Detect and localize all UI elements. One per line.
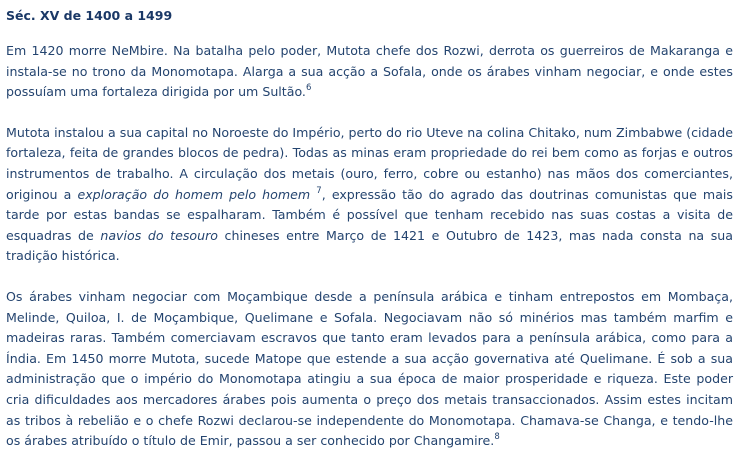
paragraph-text: Em 1420 morre NeMbire. Na batalha pelo poder, Mutota chefe dos Rozwi, derrota os guerreiros de Makaranga e instala-se no trono da Monomotapa. Alarga a sua acção a Sofala, onde os árabes vinham negociar, e onde estes possuíam uma fortaleza dirigida por um Sultão. — [6, 43, 733, 100]
section-heading: Séc. XV de 1400 a 1499 — [6, 8, 173, 23]
footnote-ref[interactable]: 8 — [494, 432, 500, 443]
paragraph-text: chineses entre Março de 1421 e Outubro de 1423, mas nada consta na sua tradição histórica. — [6, 227, 733, 264]
footnote-ref[interactable]: 7 — [316, 185, 322, 196]
document-body — [6, 41, 733, 452]
paragraph-text: , expressão tão do agrado das doutrinas comunistas que mais tarde por estas bandas se espalharam. Também é possível que tenham recebido nas suas costas a visita de esquadras de — [6, 186, 733, 243]
paragraph — [6, 287, 733, 452]
paragraph — [6, 123, 733, 267]
paragraph-text: Os árabes vinham negociar com Moçambique desde a península arábica e tinham entrepostos em Mombaça, Melinde, Quiloa, I. de Moçambique, Quelimane e Sofala. Negociavam não só minérios mas também marfim e madeiras raras. Também comerciavam escravos que tanto eram levados para a península arábica, como para a Índia. Em 1450 morre Mutota, sucede Matope que estende a sua acção governativa até Quelimane. É sob a sua administração que o império do Monomotapa atingiu a sua época de maior prosperidade e riqueza. Este poder cria dificuldades aos mercadores árabes pois aumenta o preço dos metais transaccionados. Assim estes incitam as tribos à rebelião e o chefe Rozwi declarou-se independente do Monomotapa. Chamava-se Changa, e tendo-lhe os árabes atribuído o título de Emir, passou a ser conhecido por Changamire. — [6, 288, 733, 449]
footnote-ref[interactable]: 6 — [305, 83, 312, 94]
paragraph-text: Mutota instalou a sua capital no Noroeste do Império, perto do rio Uteve na colina Chitako, num Zimbabwe (cidade fortaleza, feita de grandes blocos de pedra). Todas as minas eram propriedade do rei bem como as forjas e outros instrumentos de trabalho. A circulação dos metais (ouro, ferro, cobre ou estanho) nas mãos dos comerciantes, originou a — [6, 124, 733, 202]
italic-term: navios do tesouro — [100, 227, 218, 243]
italic-term: exploração do homem pelo homem — [77, 186, 311, 202]
paragraph — [6, 41, 733, 103]
